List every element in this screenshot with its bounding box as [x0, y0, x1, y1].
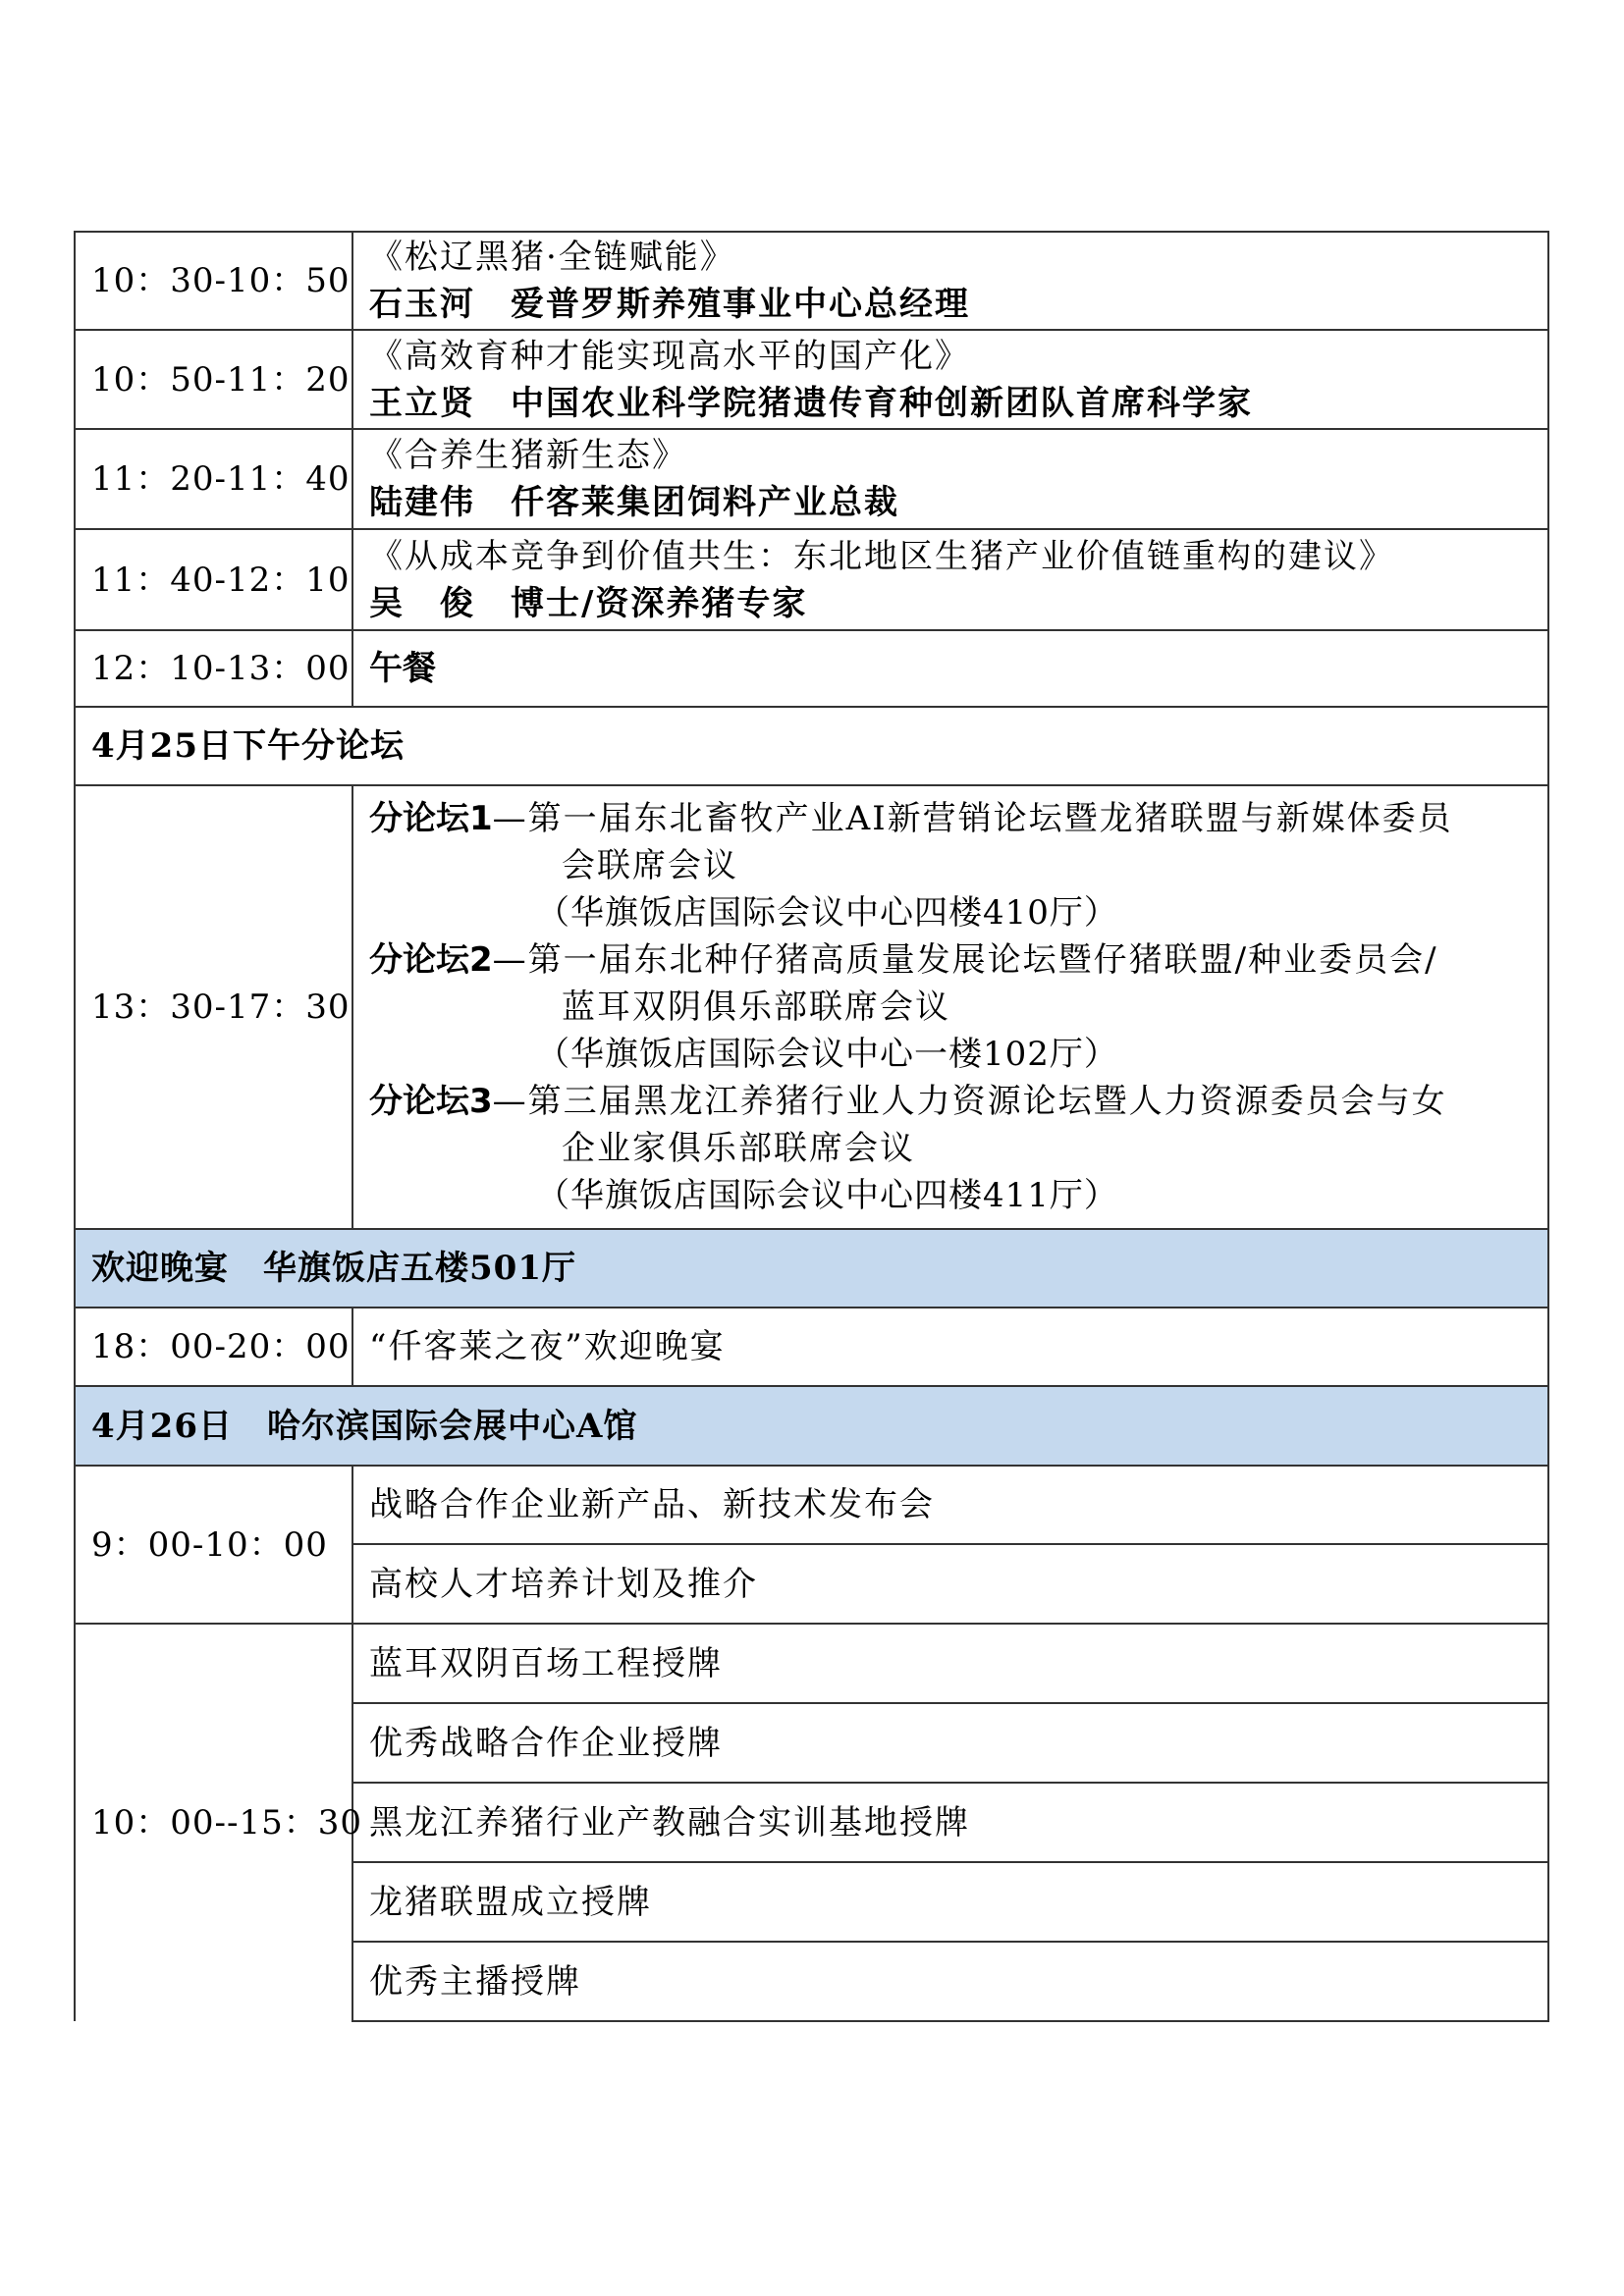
- time-cell: 13：30-17：30: [75, 785, 352, 1229]
- agenda-item: 战略合作企业新产品、新技术发布会: [352, 1466, 1548, 1544]
- subforum-cell: [352, 785, 1548, 1229]
- subforum-head: 分论坛3: [369, 1082, 493, 1121]
- talk-title: 《高效育种才能实现高水平的国产化》: [369, 336, 970, 376]
- talk-speaker: 石玉河 爱普罗斯养殖事业中心总经理: [369, 285, 970, 324]
- talk-row: [75, 330, 1548, 429]
- agenda-row: [75, 1466, 1548, 1544]
- subforum-line: 企业家俱乐部联席会议: [562, 1129, 915, 1168]
- subforum-head: 分论坛1: [369, 799, 493, 838]
- talk-cell: [352, 232, 1548, 330]
- schedule-table: [74, 231, 1549, 2022]
- agenda-item: 优秀主播授牌: [352, 1942, 1548, 2021]
- subforum-venue: （华旗饭店国际会议中心四楼411厅）: [536, 1176, 1118, 1215]
- talk-title: 《从成本竞争到价值共生：东北地区生猪产业价值链重构的建议》: [369, 536, 1394, 576]
- time-cell: 11：20-11：40: [75, 429, 352, 529]
- time-cell: 10：00--15：30: [75, 1624, 352, 2021]
- time-cell: 11：40-12：10: [75, 529, 352, 630]
- subforum-line: —第一届东北种仔猪高质量发展论坛暨仔猪联盟/种业委员会/: [492, 940, 1438, 980]
- lunch-label: 午餐: [369, 649, 436, 688]
- time-cell: 12：10-13：00: [75, 630, 352, 707]
- time-cell: 10：30-10：50: [75, 232, 352, 330]
- time-cell: 18：00-20：00: [75, 1308, 352, 1386]
- talk-row: [75, 429, 1548, 529]
- talk-row: [75, 232, 1548, 330]
- subforum-1: [369, 795, 1532, 842]
- subforum-venue: （华旗饭店国际会议中心一楼102厅）: [536, 1035, 1118, 1074]
- agenda-item: 高校人才培养计划及推介: [352, 1544, 1548, 1624]
- talk-speaker: 陆建伟 仟客莱集团饲料产业总裁: [369, 483, 899, 522]
- time-cell: 10：50-11：20: [75, 330, 352, 429]
- agenda-item: 优秀战略合作企业授牌: [352, 1703, 1548, 1783]
- banquet-row: [75, 1308, 1548, 1386]
- agenda-item: 蓝耳双阴百场工程授牌: [352, 1624, 1548, 1703]
- time-cell: 9：00-10：00: [75, 1466, 352, 1624]
- talk-title: 《合养生猪新生态》: [369, 436, 687, 475]
- subforum-line: —第三届黑龙江养猪行业人力资源论坛暨人力资源委员会与女: [492, 1082, 1447, 1121]
- day26-header: 4月26日 哈尔滨国际会展中心A馆: [75, 1386, 1548, 1466]
- afternoon-header: 4月25日下午分论坛: [75, 707, 1548, 785]
- subforum-venue: （华旗饭店国际会议中心四楼410厅）: [536, 893, 1118, 933]
- talk-cell: [352, 529, 1548, 630]
- talk-cell: [352, 330, 1548, 429]
- section-header-row: [75, 1229, 1548, 1308]
- agenda-item: 龙猪联盟成立授牌: [352, 1862, 1548, 1942]
- subforum-line: 会联席会议: [562, 846, 738, 885]
- subforum-row: [75, 785, 1548, 1229]
- lunch-row: [75, 630, 1548, 707]
- talk-speaker: 王立贤 中国农业科学院猪遗传育种创新团队首席科学家: [369, 383, 1253, 423]
- section-header-row: [75, 1386, 1548, 1466]
- banquet-header: 欢迎晚宴 华旗饭店五楼501厅: [75, 1229, 1548, 1308]
- talk-title: 《松辽黑猪·全链赋能》: [369, 238, 735, 277]
- subforum-2: [369, 936, 1532, 984]
- agenda-item: 黑龙江养猪行业产教融合实训基地授牌: [352, 1783, 1548, 1862]
- talk-speaker: 吴 俊 博士/资深养猪专家: [369, 583, 808, 623]
- subforum-3: [369, 1078, 1532, 1125]
- talk-row: [75, 529, 1548, 630]
- subforum-line: 蓝耳双阴俱乐部联席会议: [562, 988, 950, 1027]
- subforum-line: —第一届东北畜牧产业AI新营销论坛暨龙猪联盟与新媒体委员: [492, 799, 1453, 838]
- banquet-label: “仟客莱之夜”欢迎晚宴: [352, 1308, 1548, 1386]
- subforum-head: 分论坛2: [369, 940, 493, 980]
- talk-cell: [352, 429, 1548, 529]
- agenda-row: [75, 1624, 1548, 1703]
- section-header-row: [75, 707, 1548, 785]
